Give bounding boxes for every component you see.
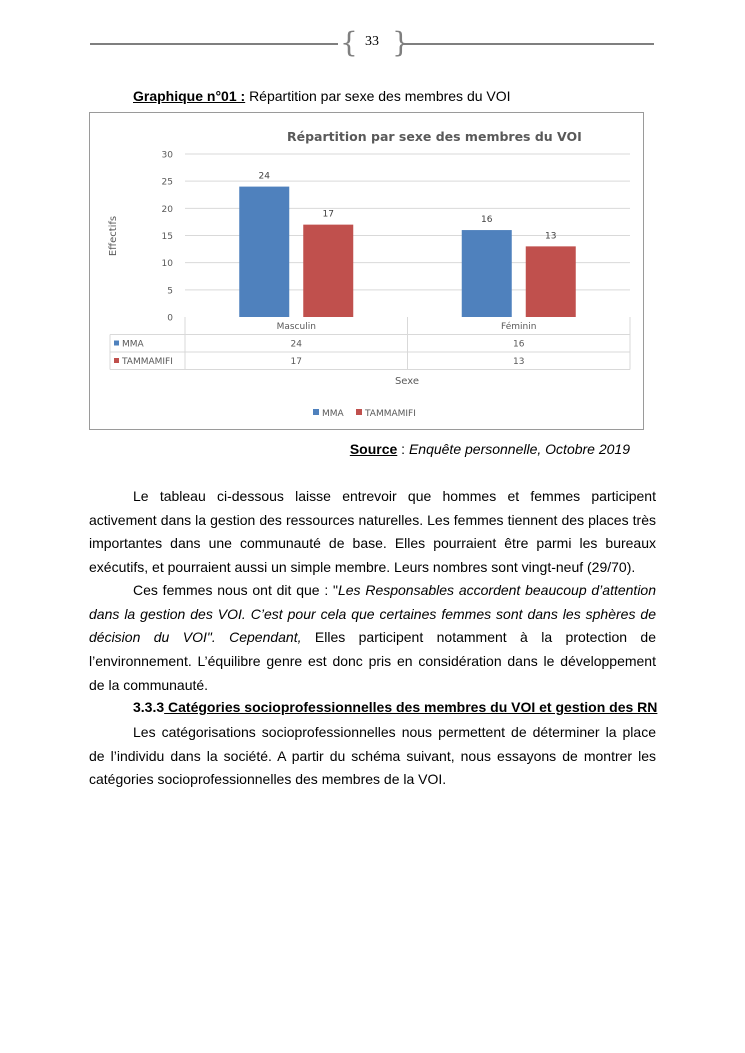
- x-category-label: Féminin: [501, 322, 537, 332]
- y-tick-label: 25: [161, 177, 173, 188]
- header-rule-left: [90, 43, 338, 45]
- figure-caption: [133, 88, 511, 104]
- header-brace-right: }: [392, 26, 410, 59]
- paragraph-3-text: Les catégorisations socioprofessionnelles nous permettent de déterminer la place de l’individu dans la société. A partir du schéma suivant, nous essayons de montrer les catégories socioprofessionnelles des membres de la VOI.: [89, 724, 656, 788]
- figure-source: Source : Enquête personnelle, Octobre 2019: [349, 441, 630, 457]
- table-series-label: TAMMAMIFI: [122, 357, 173, 367]
- header-rule-right: [402, 43, 654, 45]
- y-tick-label: 5: [167, 286, 173, 297]
- legend-label: MMA: [322, 409, 344, 419]
- bar-mma-2: [462, 230, 512, 317]
- table-cell-value: 24: [290, 339, 302, 350]
- bar-mma-1: [239, 187, 289, 317]
- table-cell-value: 17: [290, 357, 302, 367]
- bar-data-label: 24: [258, 171, 270, 182]
- y-tick-label: 0: [167, 313, 173, 324]
- x-category-label: Masculin: [276, 322, 316, 332]
- legend-key-tammamifi: [356, 409, 362, 415]
- table-cell-value: 16: [513, 339, 525, 350]
- source-text: Enquête personnelle, Octobre 2019: [408, 441, 630, 457]
- table-legend-key: [114, 358, 119, 363]
- figure-caption-label: Graphique n°01 :: [133, 88, 246, 104]
- paragraph-2-quote: Les Responsables accordent beaucoup d’attention dans la gestion des VOI. C’est pour cela que certaines femmes sont dans les sphères de décision du VOI". Cependant,: [89, 582, 656, 646]
- table-legend-key: [114, 341, 119, 346]
- paragraph-1: [89, 485, 656, 580]
- paragraph-2-rest: Elles participent notamment à la protection de l’environnement. L’équilibre genre est donc pris en considération dans le développement de la communauté.: [89, 629, 656, 693]
- legend-label: TAMMAMIFI: [365, 409, 416, 419]
- paragraph-1-text: Le tableau ci-dessous laisse entrevoir que hommes et femmes participent activement dans la gestion des ressources naturelles. Les femmes tiennent des places très importantes dans une communauté de base. Elles pourraient être parmi les bureaux exécutifs, et pourraient aussi un simple membre. Leurs nombres sont vingt-neuf (29/70).: [89, 488, 656, 576]
- y-tick-label: 15: [161, 232, 173, 242]
- y-tick-label: 10: [161, 259, 173, 270]
- page-number: 33: [365, 34, 379, 49]
- section-heading: [133, 699, 657, 715]
- bar-data-label: 13: [545, 231, 557, 242]
- figure-caption-text: Répartition par sexe des membres du VOI: [249, 88, 511, 104]
- bar-tammamifi-2: [526, 246, 576, 317]
- table-cell-value: 13: [513, 357, 525, 367]
- y-tick-label: 30: [161, 150, 173, 161]
- header-brace-left: {: [340, 26, 358, 59]
- bar-data-label: 17: [322, 209, 334, 220]
- section-title: Catégories socioprofessionnelles des membres du VOI et gestion des RN: [164, 699, 658, 715]
- paragraph-2: [89, 579, 656, 698]
- x-axis-label: Sexe: [394, 376, 420, 387]
- table-series-label: MMA: [122, 339, 144, 350]
- bar-data-label: 16: [481, 215, 493, 226]
- y-axis-label: Effectifs: [108, 215, 119, 257]
- paragraph-2-intro: Ces femmes nous ont dit que : ": [133, 582, 338, 598]
- section-number: 3.3.3: [133, 699, 165, 715]
- legend-key-mma: [313, 409, 319, 415]
- chart-title: Répartition par sexe des membres du VOI: [287, 129, 582, 144]
- bar-tammamifi-1: [303, 225, 353, 317]
- y-tick-label: 20: [161, 204, 173, 215]
- source-label: Source: [349, 441, 398, 457]
- paragraph-3: [89, 721, 656, 792]
- bar-chart: [89, 112, 644, 430]
